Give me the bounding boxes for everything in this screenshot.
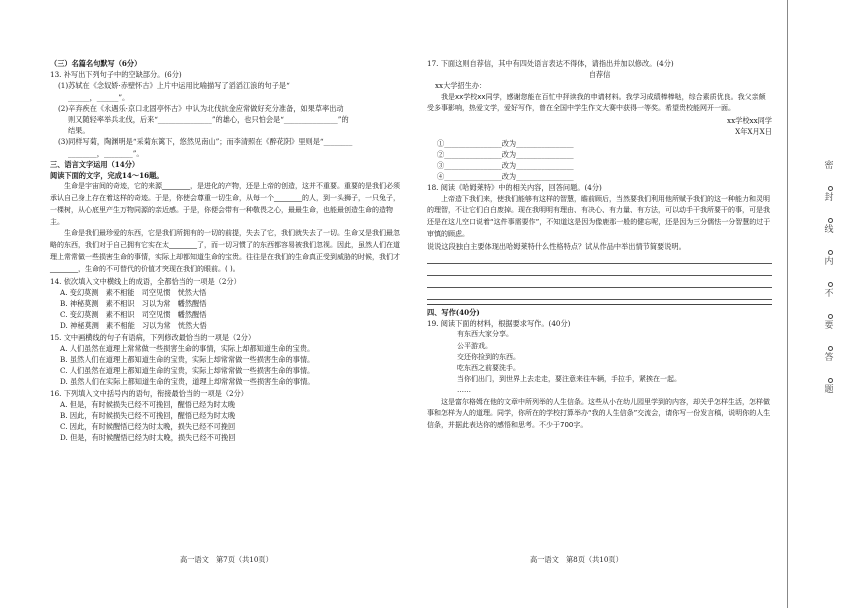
question-18-prompt: 说说这段独白主要体现出哈姆莱特什么性格特点？试从作品中举出情节简要说明。	[427, 241, 686, 251]
question-14: 14. 依次填入文中横线上的成语，全都恰当的一项是（2分）	[50, 276, 241, 286]
q13-part3-a: (3)同样写菊，陶渊明是“采菊东篱下，悠然见南山”；而李清照在《醉花阴》里则是“________	[58, 137, 353, 147]
q14-option-b: B. 神秘莫测 素不相识 习以为常 幡然醒悟	[60, 299, 207, 309]
material-line: 吃东西之前要洗手。	[457, 364, 520, 373]
q13-part3-b: ________，________”。	[68, 148, 144, 158]
section-heading: 三、语言文字运用（14分）	[50, 159, 140, 169]
left-page	[0, 0, 410, 608]
q13-part2-a: (2)辛弃疾在《永遇乐·京口北固亭怀古》中认为北伐抗金应常做好充分准备，如果草率出动	[58, 103, 344, 113]
binding-margin	[787, 0, 860, 608]
q13-part1-a: (1)苏轼在《念奴娇·赤壁怀古》上片中运用比喻描写了滔滔江浪的句子是“	[58, 81, 290, 91]
writing-prompt: 这是富尔格姆在他的文章中所列举的人生信条。这些从小在幼儿园里学到的内容，却关乎怎样生活，怎样做事和怎样为人的道理。同学，你所在的学校打算举办“我的人生信条”交流会，请你写一份发言稿，说明你的人生信条，并据此表达你的感悟和思考。不少于700字。	[427, 397, 771, 430]
fix-row-3[interactable]: ③________________改为________________	[437, 161, 574, 171]
seal-warning-text: 密封线内不要答题	[824, 161, 834, 395]
reading-instruction: 阅读下面的文字，完成14～16题。	[50, 171, 164, 181]
q14-option-a: A. 变幻莫测 素不相能 司空见惯 恍然大悟	[60, 287, 207, 297]
section-heading: （三）名篇名句默写（6分）	[50, 59, 142, 68]
q15-option-d: D. 虽然人们在实际上都知道生命的宝贵，道理上却常常做一些损害生命的事情。	[60, 377, 315, 387]
q15-option-b: B. 虽然人们在道理上都知道生命的宝贵，实际上却常常做一些损害生命的事情。	[60, 355, 315, 365]
letter-date: X年X月X日	[735, 127, 772, 137]
right-page	[420, 0, 785, 608]
hamlet-excerpt: 上帝造下我们来，使我们能够有这样的智慧，瞻前顾后，当然要我们利用他所赋予我们的这一种能力和灵明的理智，不让它们白白废掉。现在我明明有理由、有决心、有力量、有方法，可以动手干我所要干的事，可是我还是在这儿空口说着“这件事需要作”，不知道这是因为像鹿那一般的健忘呢，还是因为三分儒怯一分智慧的过于审慎的顾虑。	[427, 194, 771, 239]
question-13: 13. 补写出下列句子中的空缺部分。(6分)	[50, 70, 182, 80]
q16-option-a: A. 但是，有时候损失已经不可挽回，醒悟已经为时太晚	[60, 399, 236, 409]
q15-option-a: A. 人们虽然在道理上常常做一些损害生命的事情，实际上却都知道生命的宝贵。	[60, 343, 315, 353]
letter-signature: xx学校xx同学	[727, 116, 772, 126]
fix-row-1[interactable]: ①________________改为________________	[437, 138, 574, 148]
letter-body: 我是xx学校xx同学，感谢您能在百忙中抨读我的申请材料。我学习成绩棒棒哒，综合素质优良。我父亲颇受多事影响，热爱文学，爱好写作，曾在全国中学生作文大赛中获得一等奖。希望贵校能网开一面。	[427, 92, 766, 113]
passage-paragraph-2: 生命是我们最珍爱的东西，它是我们所拥有的一切的前提，失去了它，我们就失去了一切。生命又是我们最忽略的东西，我们对于自己拥有它实在太________了，而一切习惯了的东西都容易被我们忽视。因此，虽然人们在道理上常常做一些损害生命的事情，实际上却都知道生命的宝贵。往往是在我们的生命真正受到威胁的时候，我们才________，生命的不可替代的价值才突现在我们的眼前。( )。	[50, 229, 400, 273]
q16-option-c: C. 因此，有时候醒悟已经为时太晚，损失已经不可挽回	[60, 422, 236, 432]
q13-part2-c: 结果。	[68, 126, 90, 136]
question-18: 18. 阅读《哈姆莱特》中的相关内容，回答问题。(4分)	[427, 183, 602, 193]
section-heading: 四、写作(40分)	[427, 308, 480, 318]
right-column	[427, 58, 772, 432]
q14-option-c: C. 变幻莫测 素不相识 司空见惯 幡然醒悟	[60, 310, 207, 320]
section-divider	[427, 304, 772, 305]
left-column	[50, 58, 402, 444]
answer-line[interactable]	[427, 277, 772, 288]
page-footer: 高一语文 第7页（共10页）	[180, 555, 273, 564]
letter-salutation: xx大学招生办：	[435, 81, 487, 91]
q14-option-d: D. 神秘莫测 素不相能 习以为常 恍然大悟	[60, 321, 207, 331]
fix-row-4[interactable]: ④________________改为________________	[437, 172, 574, 182]
q15-option-c: C. 人们虽然在道理上都知道生命的宝贵，实际上却常常做一些损害生命的事情。	[60, 366, 315, 376]
material-line: ……	[457, 386, 471, 395]
material-line: 当你们出门，到世界上去走走，要注意来往车辆，手拉手，紧挨在一起。	[457, 375, 681, 384]
q13-part2-b: 则又随轻率举兵北伐，后来“_______________”的雄心，也只怕会是“_______________”的	[68, 115, 349, 125]
q13-part1-b: ______，______”。	[68, 92, 130, 102]
passage-paragraph-1: 生命是宇宙间的奇迹，它的来源________，是进化的产物，还是上帝的创造，这并不重要。重要的是我们必须承认自己身上存在着这样的奇迹。于是，你使会尊重一切生命，从每一个________的人，到一头狮子，一只兔子，一棵树，从心底里产生万物同源的亲近感。于是，你便会带有一种敬畏之心，最最生命，也能最创造生命的造物主。	[50, 182, 400, 226]
material-line: 公平游戏。	[457, 341, 492, 350]
answer-line[interactable]	[427, 253, 772, 264]
answer-line[interactable]	[427, 265, 772, 276]
answer-line[interactable]	[427, 289, 772, 300]
question-16: 16. 下列填入文中括号内的语句，衔接最恰当的一项是（2分）	[50, 388, 248, 398]
q16-option-d: D. 但是，有时候醒悟已经为时太晚，损失已经不可挽回	[60, 433, 236, 443]
fix-row-2[interactable]: ②________________改为________________	[437, 149, 574, 159]
page-footer: 高一语文 第8页（共10页）	[530, 555, 623, 564]
material-line: 交还你捡到的东西。	[457, 352, 520, 361]
material-line: 有东西大家分享。	[457, 330, 513, 339]
question-17: 17. 下面这则自荐信，其中有四处语言表达不得体，请指出并加以修改。(4分)	[427, 59, 674, 68]
question-19: 19. 阅读下面的材料，根据要求写作。(40分)	[427, 319, 571, 329]
question-15: 15. 文中画横线的句子有语病，下列修改最恰当的一项是（2分）	[50, 332, 256, 342]
q16-option-b: B. 因此，有时候损失已经不可挽回，醒悟已经为时太晚	[60, 411, 236, 421]
letter-title: 自荐信	[588, 70, 611, 80]
seal-line	[787, 0, 788, 608]
